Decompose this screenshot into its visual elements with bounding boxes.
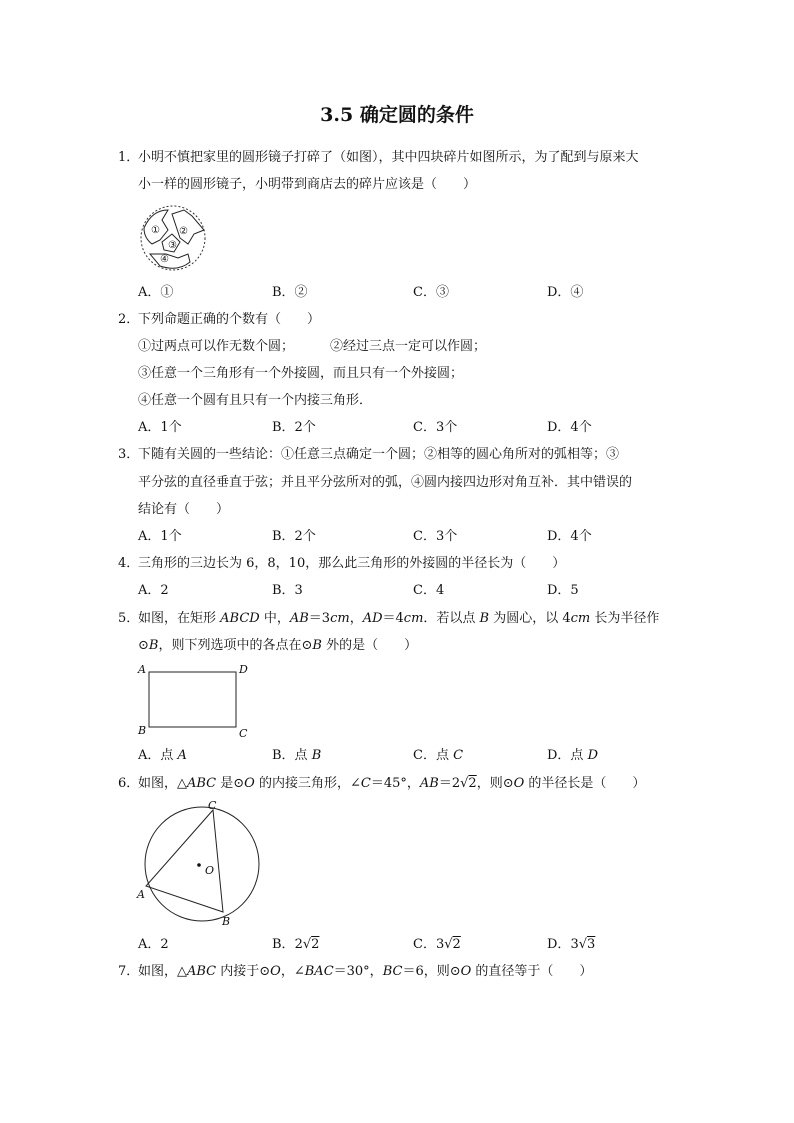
q1-option-c[interactable]: C．③ <box>413 285 449 300</box>
q6-circle-o <box>145 807 259 921</box>
q5-number: 5． <box>118 611 140 626</box>
q6-number: 6． <box>118 776 140 791</box>
q6-center-dot <box>197 863 201 867</box>
q5-option-c[interactable]: C．点 C <box>413 748 464 763</box>
q2-option-a[interactable]: A．1个 <box>138 420 182 435</box>
q1-fig-label-2: ② <box>179 226 188 237</box>
q5-label-d: D <box>239 663 248 676</box>
q3-text-line1: 下随有关圆的一些结论：①任意三点确定一个圆；②相等的圆心角所对的弧相等；③ <box>138 447 620 462</box>
q1-mirror-figure <box>138 204 210 274</box>
q2-item3: ③任意一个三角形有一个外接圆，而且只有一个外接圆； <box>138 366 464 381</box>
q2-item1: ①过两点可以作无数个圆； <box>138 339 295 354</box>
q6-label-c: C <box>208 799 217 812</box>
q2-number: 2． <box>118 312 140 327</box>
q5-rectangle-figure <box>136 662 252 742</box>
q1-text-line1: 小明不慎把家里的圆形镜子打碎了（如图），其中四块碎片如图所示，为了配到与原来大 <box>138 150 639 165</box>
q2-text-line1: 下列命题正确的个数有（ ） <box>138 312 321 327</box>
q4-option-c[interactable]: C．4 <box>413 583 445 598</box>
q3-number: 3． <box>118 447 140 462</box>
q6-option-d[interactable]: D．3√3 <box>547 937 596 952</box>
q6-label-o: O <box>205 864 215 877</box>
q6-triangle-abc <box>146 810 223 912</box>
q4-number: 4． <box>118 556 140 571</box>
q5-option-a[interactable]: A．点 A <box>138 748 187 763</box>
q1-fig-label-1: ① <box>151 225 160 236</box>
q6-option-a[interactable]: A．2 <box>138 937 169 952</box>
q3-option-b[interactable]: B．2个 <box>272 529 316 544</box>
q3-option-a[interactable]: A．1个 <box>138 529 182 544</box>
q4-option-d[interactable]: D．5 <box>547 583 579 598</box>
q2-option-c[interactable]: C．3个 <box>413 420 458 435</box>
q6-option-b[interactable]: B．2√2 <box>272 937 320 952</box>
q7-number: 7． <box>118 964 140 979</box>
q3-text-line2: 平分弦的直径垂直于弦；并且平分弦所对的弧，④圆内接四边形对角互补．其中错误的 <box>138 475 633 490</box>
q5-text-line1: 如图，在矩形 ABCD 中，AB＝3cm，AD＝4cm．若以点 B 为圆心，以 4cm 长为半径作 <box>138 611 660 626</box>
q2-item2: ②经过三点一定可以作圆； <box>330 339 487 354</box>
q2-item4: ④任意一个圆有且只有一个内接三角形． <box>138 393 373 408</box>
q1-fig-label-3: ③ <box>168 240 177 251</box>
sqrt-symbol: √ <box>302 937 312 952</box>
q5-label-c: C <box>239 727 248 740</box>
q1-number: 1． <box>118 150 140 165</box>
q1-option-b[interactable]: B．② <box>272 285 308 300</box>
page-title: 3.5 确定圆的条件 <box>320 104 474 126</box>
q1-option-d[interactable]: D．④ <box>547 285 584 300</box>
q5-rectangle-abcd <box>149 672 236 727</box>
q3-option-d[interactable]: D．4个 <box>547 529 592 544</box>
q1-fig-label-4: ④ <box>160 254 169 265</box>
q6-text-line1: 如图，△ABC 是⊙O 的内接三角形，∠C＝45°，AB＝2√2，则⊙O 的半径长是（ ） <box>138 776 646 791</box>
q6-circle-figure <box>136 800 270 932</box>
q5-text-line2: ⊙B，则下列选项中的各点在⊙B 外的是（ ） <box>138 638 418 653</box>
sqrt-symbol: √ <box>578 937 588 952</box>
q4-text-line1: 三角形的三边长为 6，8，10，那么此三角形的外接圆的半径长为（ ） <box>138 556 566 571</box>
sqrt-symbol: √ <box>444 937 453 952</box>
q5-option-d[interactable]: D．点 D <box>547 748 598 763</box>
q5-label-b: B <box>138 724 147 737</box>
q2-option-b[interactable]: B．2个 <box>272 420 316 435</box>
q6-option-c[interactable]: C．3√2 <box>413 937 461 952</box>
q1-fragment-4 <box>150 254 190 268</box>
q6-label-b: B <box>222 915 231 928</box>
q4-option-b[interactable]: B．3 <box>272 583 303 598</box>
q6-label-a: A <box>137 888 145 901</box>
q3-option-c[interactable]: C．3个 <box>413 529 458 544</box>
q1-text-line2: 小一样的圆形镜子，小明带到商店去的碎片应该是（ ） <box>138 177 477 192</box>
q5-label-a: A <box>138 663 146 676</box>
q1-option-a[interactable]: A．① <box>138 285 174 300</box>
q3-text-line3: 结论有（ ） <box>138 502 230 517</box>
sqrt-symbol: √ <box>460 776 469 791</box>
q5-option-b[interactable]: B．点 B <box>272 748 322 763</box>
q2-option-d[interactable]: D．4个 <box>547 420 592 435</box>
q7-text-line1: 如图，△ABC 内接于⊙O，∠BAC＝30°，BC＝6，则⊙O 的直径等于（ ） <box>138 964 593 979</box>
q4-option-a[interactable]: A．2 <box>138 583 169 598</box>
